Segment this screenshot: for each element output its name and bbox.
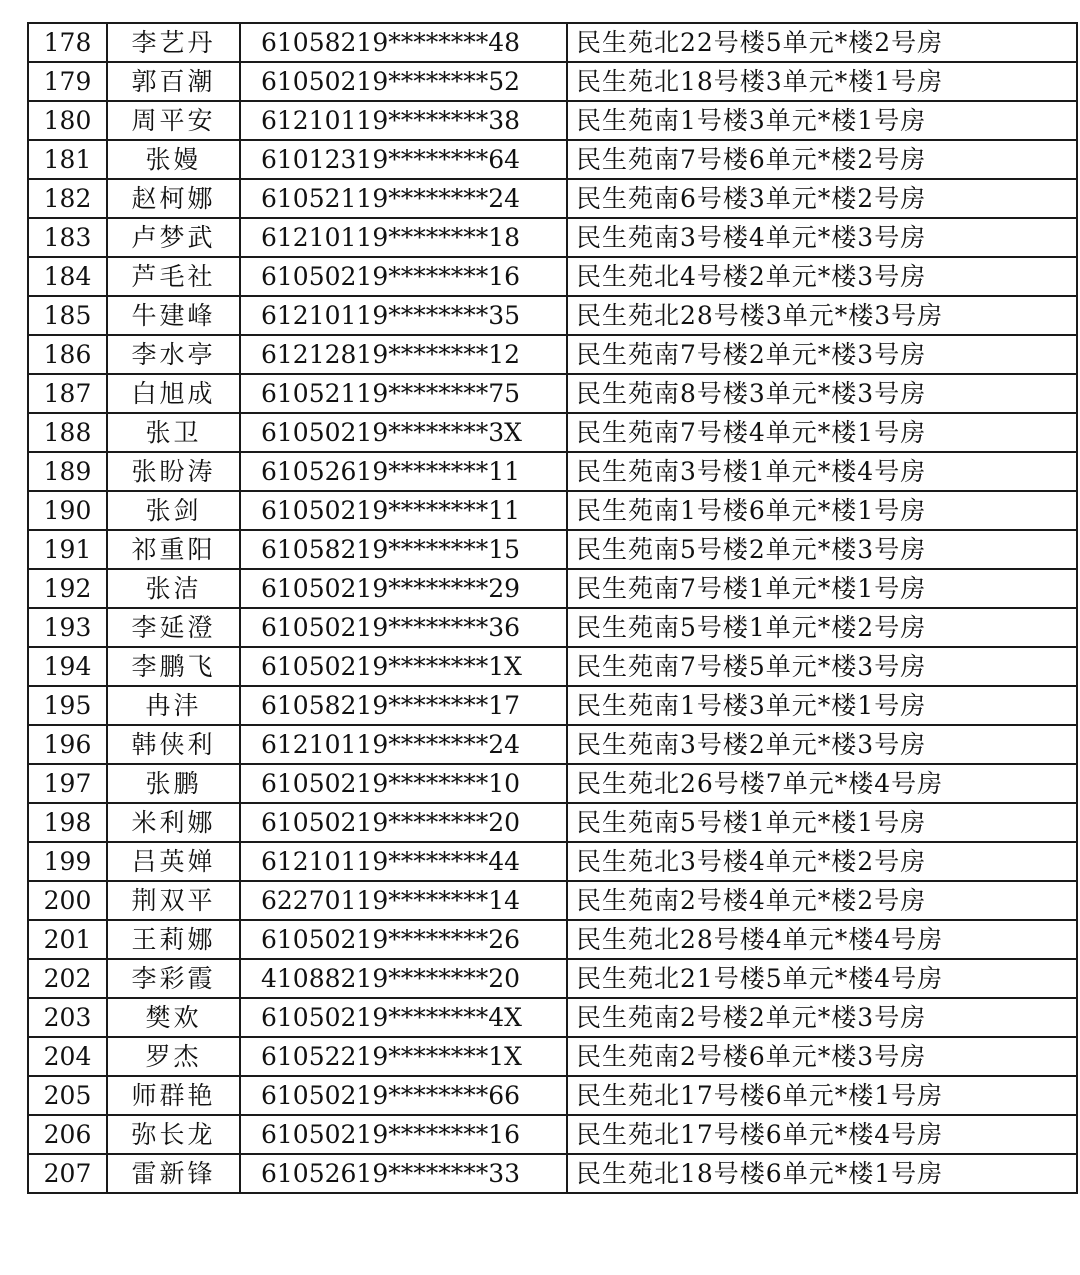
resident-name: 张鹏 <box>107 764 240 803</box>
id-number: 61058219********48 <box>240 23 567 62</box>
row-number: 184 <box>28 257 107 296</box>
table-row <box>28 647 1077 686</box>
table-row <box>28 725 1077 764</box>
id-number: 61050219********66 <box>240 1076 567 1115</box>
resident-name: 李延澄 <box>107 608 240 647</box>
resident-name: 李鹏飞 <box>107 647 240 686</box>
table-row <box>28 530 1077 569</box>
row-number: 202 <box>28 959 107 998</box>
id-number: 61050219********16 <box>240 257 567 296</box>
id-number: 61050219********29 <box>240 569 567 608</box>
table-row <box>28 1154 1077 1193</box>
address: 民生苑南3号楼2单元*楼3号房 <box>567 725 1077 764</box>
address: 民生苑北3号楼4单元*楼2号房 <box>567 842 1077 881</box>
id-number: 61050219********10 <box>240 764 567 803</box>
row-number: 200 <box>28 881 107 920</box>
table-row <box>28 803 1077 842</box>
address: 民生苑南1号楼6单元*楼1号房 <box>567 491 1077 530</box>
id-number: 61052219********1X <box>240 1037 567 1076</box>
table-row <box>28 920 1077 959</box>
resident-name: 祁重阳 <box>107 530 240 569</box>
row-number: 190 <box>28 491 107 530</box>
address: 民生苑北21号楼5单元*楼4号房 <box>567 959 1077 998</box>
id-number: 61050219********1X <box>240 647 567 686</box>
id-number: 61210119********24 <box>240 725 567 764</box>
address: 民生苑南7号楼2单元*楼3号房 <box>567 335 1077 374</box>
address: 民生苑北17号楼6单元*楼1号房 <box>567 1076 1077 1115</box>
address: 民生苑南5号楼2单元*楼3号房 <box>567 530 1077 569</box>
row-number: 196 <box>28 725 107 764</box>
id-number: 61050219********20 <box>240 803 567 842</box>
id-number: 61050219********4X <box>240 998 567 1037</box>
table-row <box>28 296 1077 335</box>
address: 民生苑南2号楼6单元*楼3号房 <box>567 1037 1077 1076</box>
table-row <box>28 101 1077 140</box>
id-number: 61052119********75 <box>240 374 567 413</box>
resident-table <box>27 22 1078 1194</box>
resident-name: 吕英婵 <box>107 842 240 881</box>
resident-name: 冉沣 <box>107 686 240 725</box>
address: 民生苑南7号楼5单元*楼3号房 <box>567 647 1077 686</box>
table-row <box>28 23 1077 62</box>
resident-name: 雷新锋 <box>107 1154 240 1193</box>
id-number: 61052119********24 <box>240 179 567 218</box>
row-number: 189 <box>28 452 107 491</box>
address: 民生苑南3号楼1单元*楼4号房 <box>567 452 1077 491</box>
id-number: 61050219********52 <box>240 62 567 101</box>
address: 民生苑南7号楼4单元*楼1号房 <box>567 413 1077 452</box>
address: 民生苑南5号楼1单元*楼2号房 <box>567 608 1077 647</box>
address: 民生苑北26号楼7单元*楼4号房 <box>567 764 1077 803</box>
row-number: 188 <box>28 413 107 452</box>
row-number: 201 <box>28 920 107 959</box>
table-row <box>28 218 1077 257</box>
resident-name: 牛建峰 <box>107 296 240 335</box>
row-number: 194 <box>28 647 107 686</box>
table-row <box>28 881 1077 920</box>
id-number: 62270119********14 <box>240 881 567 920</box>
row-number: 205 <box>28 1076 107 1115</box>
table-row <box>28 62 1077 101</box>
table-row <box>28 608 1077 647</box>
address: 民生苑北18号楼3单元*楼1号房 <box>567 62 1077 101</box>
table-row <box>28 1037 1077 1076</box>
table-row <box>28 140 1077 179</box>
table-row <box>28 959 1077 998</box>
id-number: 61050219********26 <box>240 920 567 959</box>
table-row <box>28 842 1077 881</box>
row-number: 199 <box>28 842 107 881</box>
table-row <box>28 257 1077 296</box>
table-row <box>28 1076 1077 1115</box>
table-row <box>28 374 1077 413</box>
address: 民生苑南3号楼4单元*楼3号房 <box>567 218 1077 257</box>
id-number: 41088219********20 <box>240 959 567 998</box>
id-number: 61050219********11 <box>240 491 567 530</box>
resident-name: 张嫚 <box>107 140 240 179</box>
resident-name: 李艺丹 <box>107 23 240 62</box>
resident-name: 张洁 <box>107 569 240 608</box>
resident-name: 韩侠利 <box>107 725 240 764</box>
address: 民生苑南7号楼6单元*楼2号房 <box>567 140 1077 179</box>
resident-name: 卢梦武 <box>107 218 240 257</box>
row-number: 179 <box>28 62 107 101</box>
resident-name: 米利娜 <box>107 803 240 842</box>
id-number: 61058219********17 <box>240 686 567 725</box>
address: 民生苑北18号楼6单元*楼1号房 <box>567 1154 1077 1193</box>
table-row <box>28 1115 1077 1154</box>
id-number: 61210119********35 <box>240 296 567 335</box>
resident-name: 赵柯娜 <box>107 179 240 218</box>
id-number: 61210119********44 <box>240 842 567 881</box>
row-number: 197 <box>28 764 107 803</box>
table-row <box>28 569 1077 608</box>
row-number: 192 <box>28 569 107 608</box>
row-number: 207 <box>28 1154 107 1193</box>
resident-name: 张卫 <box>107 413 240 452</box>
table-row <box>28 998 1077 1037</box>
row-number: 204 <box>28 1037 107 1076</box>
resident-name: 王莉娜 <box>107 920 240 959</box>
resident-name: 白旭成 <box>107 374 240 413</box>
row-number: 180 <box>28 101 107 140</box>
address: 民生苑北17号楼6单元*楼4号房 <box>567 1115 1077 1154</box>
row-number: 181 <box>28 140 107 179</box>
row-number: 198 <box>28 803 107 842</box>
resident-name: 荆双平 <box>107 881 240 920</box>
row-number: 191 <box>28 530 107 569</box>
resident-name: 芦毛社 <box>107 257 240 296</box>
row-number: 183 <box>28 218 107 257</box>
address: 民生苑南7号楼1单元*楼1号房 <box>567 569 1077 608</box>
address: 民生苑南2号楼2单元*楼3号房 <box>567 998 1077 1037</box>
address: 民生苑南2号楼4单元*楼2号房 <box>567 881 1077 920</box>
resident-name: 李水亭 <box>107 335 240 374</box>
resident-name: 罗杰 <box>107 1037 240 1076</box>
address: 民生苑南8号楼3单元*楼3号房 <box>567 374 1077 413</box>
row-number: 193 <box>28 608 107 647</box>
row-number: 206 <box>28 1115 107 1154</box>
address: 民生苑北28号楼4单元*楼4号房 <box>567 920 1077 959</box>
resident-name: 郭百潮 <box>107 62 240 101</box>
table-row <box>28 413 1077 452</box>
address: 民生苑北22号楼5单元*楼2号房 <box>567 23 1077 62</box>
address: 民生苑北4号楼2单元*楼3号房 <box>567 257 1077 296</box>
resident-name: 周平安 <box>107 101 240 140</box>
address: 民生苑南1号楼3单元*楼1号房 <box>567 101 1077 140</box>
row-number: 182 <box>28 179 107 218</box>
resident-name: 师群艳 <box>107 1076 240 1115</box>
table-body <box>28 23 1077 1193</box>
resident-name: 弥长龙 <box>107 1115 240 1154</box>
resident-name: 张盼涛 <box>107 452 240 491</box>
resident-name: 李彩霞 <box>107 959 240 998</box>
id-number: 61050219********16 <box>240 1115 567 1154</box>
id-number: 61050219********3X <box>240 413 567 452</box>
table-row <box>28 686 1077 725</box>
table-row <box>28 179 1077 218</box>
id-number: 61212819********12 <box>240 335 567 374</box>
id-number: 61058219********15 <box>240 530 567 569</box>
row-number: 186 <box>28 335 107 374</box>
id-number: 61052619********33 <box>240 1154 567 1193</box>
id-number: 61050219********36 <box>240 608 567 647</box>
table-row <box>28 452 1077 491</box>
resident-name: 张剑 <box>107 491 240 530</box>
table-row <box>28 491 1077 530</box>
id-number: 61210119********38 <box>240 101 567 140</box>
id-number: 61052619********11 <box>240 452 567 491</box>
row-number: 178 <box>28 23 107 62</box>
row-number: 185 <box>28 296 107 335</box>
address: 民生苑南6号楼3单元*楼2号房 <box>567 179 1077 218</box>
row-number: 203 <box>28 998 107 1037</box>
address: 民生苑北28号楼3单元*楼3号房 <box>567 296 1077 335</box>
id-number: 61210119********18 <box>240 218 567 257</box>
row-number: 195 <box>28 686 107 725</box>
table-row <box>28 764 1077 803</box>
address: 民生苑南1号楼3单元*楼1号房 <box>567 686 1077 725</box>
address: 民生苑南5号楼1单元*楼1号房 <box>567 803 1077 842</box>
table-row <box>28 335 1077 374</box>
id-number: 61012319********64 <box>240 140 567 179</box>
resident-name: 樊欢 <box>107 998 240 1037</box>
row-number: 187 <box>28 374 107 413</box>
